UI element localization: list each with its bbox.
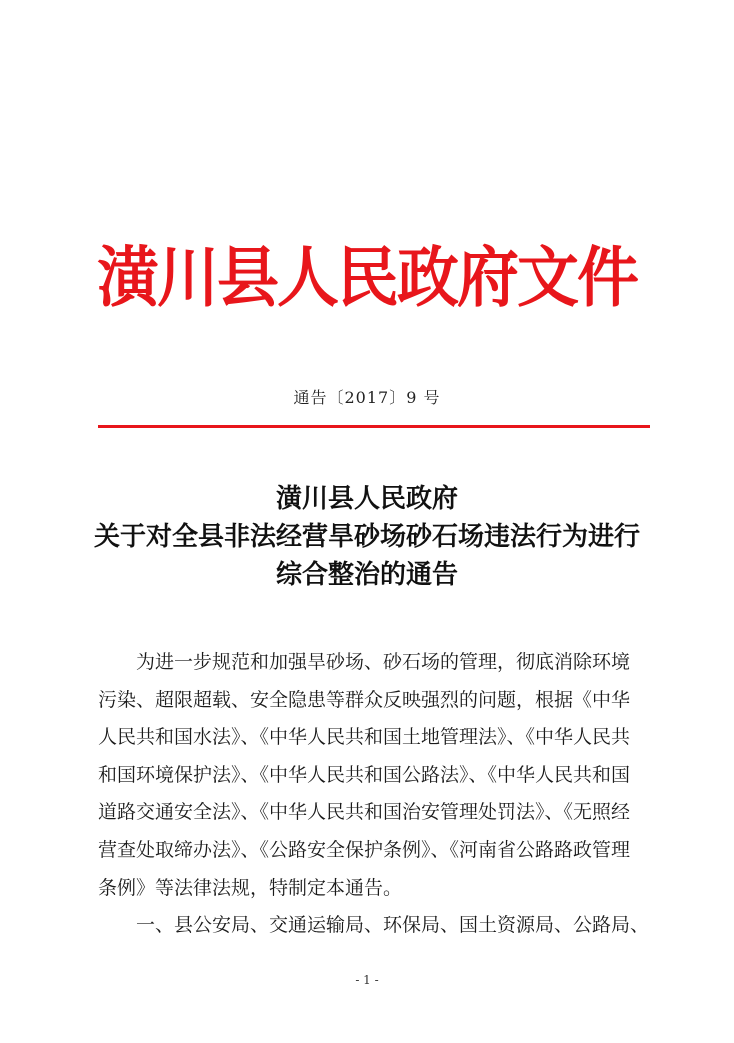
document-number: 通告〔2017〕9 号 [293,388,441,407]
document-title [0,480,734,594]
issuing-authority-header: 潢川县人民政府文件 [96,239,637,316]
body-line-3: 人民共和国水法》、《中华人民共和国土地管理法》、《中华人民共 [98,726,631,749]
body-line-7: 条例》等法律法规，特制定本通告。 [98,876,403,899]
document-body [98,644,654,945]
title-line-1: 潢川县人民政府 [275,484,458,514]
body-line-1: 为进一步规范和加强旱砂场、砂石场的管理，彻底消除环境 [98,651,631,673]
title-line-2: 关于对全县非法经营旱砂场砂石场违法行为进行 [93,522,640,552]
body-line-5: 道路交通安全法》、《中华人民共和国治安管理处罚法》、《无照经 [98,801,631,824]
red-divider-line [98,425,650,428]
body-line-2: 污染、超限超载、安全隐患等群众反映强烈的问题，根据《中华 [98,688,631,711]
body-line-6: 营查处取缔办法》、《公路安全保护条例》、《河南省公路路政管理 [98,838,631,861]
body-line-4: 和国环境保护法》、《中华人民共和国公路法》、《中华人民共和国 [98,763,631,786]
title-line-3: 综合整治的通告 [275,560,458,590]
page-number: - 1 - [355,973,379,987]
body-line-8: 一、县公安局、交通运输局、环保局、国土资源局、公路局、 [98,914,650,937]
